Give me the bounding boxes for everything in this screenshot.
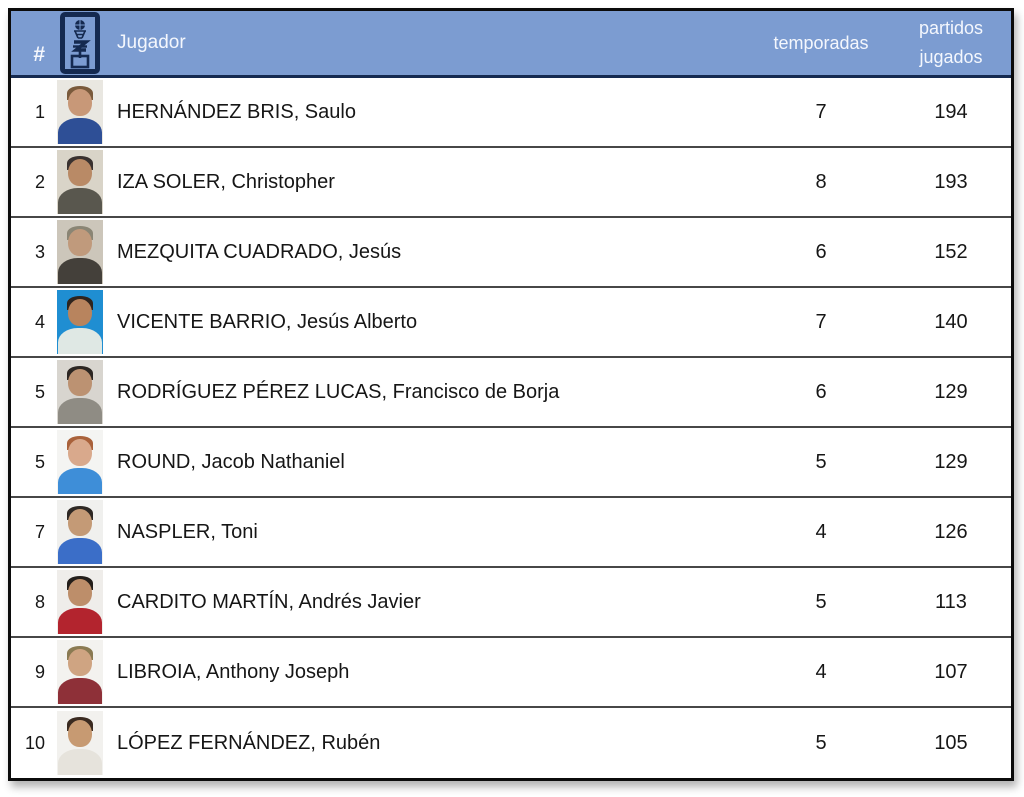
photo-cell <box>51 498 109 566</box>
player-photo <box>57 640 103 704</box>
table-body <box>11 78 1011 778</box>
photo-shirt <box>58 608 102 634</box>
table-row <box>11 708 1011 778</box>
players-stats-table <box>8 8 1014 781</box>
photo-shirt <box>58 118 102 144</box>
player-photo <box>57 80 103 144</box>
table-row <box>11 218 1011 288</box>
photo-shirt <box>58 188 102 214</box>
player-games-value: 194 <box>934 100 968 123</box>
player-games-value: 140 <box>934 310 968 333</box>
player-name: MEZQUITA CUADRADO, Jesús <box>117 240 402 263</box>
player-name: NASPLER, Toni <box>117 520 258 543</box>
table-row <box>11 78 1011 148</box>
photo-face <box>68 299 92 326</box>
player-name: ROUND, Jacob Nathaniel <box>117 450 345 473</box>
photo-cell <box>51 78 109 146</box>
table-row <box>11 358 1011 428</box>
player-rank: 9 <box>34 661 45 682</box>
player-column-header: Jugador <box>117 32 186 53</box>
player-rank: 5 <box>34 451 45 472</box>
photo-face <box>68 159 92 186</box>
photo-face <box>68 229 92 256</box>
player-name: RODRÍGUEZ PÉREZ LUCAS, Francisco de Borja <box>117 380 560 403</box>
photo-shirt <box>58 538 102 564</box>
player-rank: 4 <box>34 311 45 332</box>
player-rank: 8 <box>34 591 45 612</box>
table-row <box>11 638 1011 708</box>
player-rank: 3 <box>34 241 45 262</box>
games-header-line2: jugados <box>919 47 983 67</box>
photo-cell <box>51 148 109 216</box>
player-games-value: 193 <box>934 170 968 193</box>
photo-shirt <box>58 258 102 284</box>
photo-cell <box>51 218 109 286</box>
player-name: HERNÁNDEZ BRIS, Saulo <box>117 100 356 123</box>
player-rank: 7 <box>34 521 45 542</box>
club-crest-icon <box>60 12 100 74</box>
player-name: CARDITO MARTÍN, Andrés Javier <box>117 590 421 613</box>
player-seasons-value: 5 <box>815 450 827 473</box>
player-seasons-value: 4 <box>815 660 827 683</box>
player-games-value: 129 <box>934 380 968 403</box>
photo-face <box>68 649 92 676</box>
games-header-line1: partidos <box>918 18 984 38</box>
player-photo <box>57 290 103 354</box>
table-row <box>11 428 1011 498</box>
player-photo <box>57 360 103 424</box>
player-seasons-value: 5 <box>815 590 827 613</box>
photo-cell <box>51 288 109 356</box>
player-photo <box>57 570 103 634</box>
player-seasons-value: 7 <box>815 100 827 123</box>
player-games-value: 152 <box>934 240 968 263</box>
player-seasons-value: 6 <box>815 380 827 403</box>
photo-face <box>68 439 92 466</box>
player-name: VICENTE BARRIO, Jesús Alberto <box>117 310 418 333</box>
photo-cell <box>51 358 109 426</box>
player-photo <box>57 220 103 284</box>
player-seasons-value: 7 <box>815 310 827 333</box>
player-rank: 1 <box>34 101 45 122</box>
seasons-column-header: temporadas <box>773 32 869 53</box>
photo-shirt <box>58 468 102 494</box>
photo-cell <box>51 638 109 706</box>
photo-cell <box>51 708 109 778</box>
photo-shirt <box>58 398 102 424</box>
photo-face <box>68 369 92 396</box>
player-seasons-value: 6 <box>815 240 827 263</box>
player-rank: 10 <box>24 732 45 753</box>
photo-cell <box>51 568 109 636</box>
rank-column-header: # <box>33 43 45 66</box>
table-row <box>11 568 1011 638</box>
photo-shirt <box>58 749 102 775</box>
table-row <box>11 148 1011 218</box>
table-header-row <box>11 11 1011 78</box>
player-rank: 2 <box>34 171 45 192</box>
player-games-value: 126 <box>934 520 968 543</box>
player-games-value: 105 <box>934 731 968 754</box>
table-row <box>11 288 1011 358</box>
player-seasons-value: 5 <box>815 731 827 754</box>
player-seasons-value: 4 <box>815 520 827 543</box>
player-seasons-value: 8 <box>815 170 827 193</box>
player-games-value: 113 <box>935 590 967 613</box>
photo-cell <box>51 428 109 496</box>
photo-face <box>68 509 92 536</box>
photo-face <box>68 579 92 606</box>
player-name: IZA SOLER, Christopher <box>117 170 335 193</box>
player-games-value: 107 <box>934 660 968 683</box>
table-row <box>11 498 1011 568</box>
player-photo <box>57 711 103 775</box>
player-photo <box>57 150 103 214</box>
photo-face <box>68 720 92 747</box>
player-games-value: 129 <box>934 450 968 473</box>
photo-shirt <box>58 328 102 354</box>
player-photo <box>57 500 103 564</box>
games-column-header <box>891 11 1011 75</box>
logo-header-cell <box>51 11 109 75</box>
photo-shirt <box>58 678 102 704</box>
player-name: LÓPEZ FERNÁNDEZ, Rubén <box>117 731 381 754</box>
player-rank: 5 <box>34 381 45 402</box>
player-name: LIBROIA, Anthony Joseph <box>117 660 350 683</box>
player-photo <box>57 430 103 494</box>
photo-face <box>68 89 92 116</box>
